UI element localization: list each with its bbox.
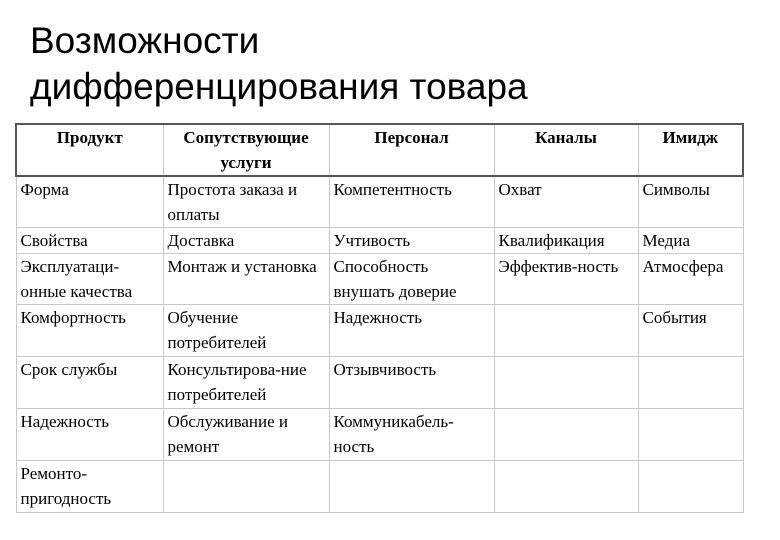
table-cell: Квалификация: [494, 228, 638, 254]
table-cell: Монтаж и установка: [163, 254, 329, 305]
slide-title: [30, 18, 528, 110]
table-row: [16, 305, 743, 357]
table-row: [16, 228, 743, 254]
table-cell: Эффектив-ность: [494, 254, 638, 305]
table-cell: [329, 461, 494, 513]
table-cell: Символы: [638, 176, 743, 228]
table-row: [16, 176, 743, 228]
table-cell: Простота заказа и оплаты: [163, 176, 329, 228]
table-cell: [494, 461, 638, 513]
header-personnel: Персонал: [329, 124, 494, 176]
table-cell: События: [638, 305, 743, 357]
table-cell: Эксплуатаци-онные качества: [16, 254, 163, 305]
table-cell: Срок службы: [16, 357, 163, 409]
table-cell: [163, 461, 329, 513]
table-cell: Охват: [494, 176, 638, 228]
slide-title-line-2: дифференцирования товара: [30, 66, 528, 107]
table-cell: Надежность: [329, 305, 494, 357]
table-cell: Компетентность: [329, 176, 494, 228]
table-cell: [494, 305, 638, 357]
table-cell: Консультирова-ние потребителей: [163, 357, 329, 409]
table-cell: Обучение потребителей: [163, 305, 329, 357]
table-cell: Учтивость: [329, 228, 494, 254]
table-cell: Медиа: [638, 228, 743, 254]
table-cell: Атмосфера: [638, 254, 743, 305]
table-cell: Обслуживание и ремонт: [163, 409, 329, 461]
table-cell: [494, 409, 638, 461]
table-cell: Коммуникабель-ность: [329, 409, 494, 461]
slide-title-line-1: Возможности: [30, 20, 260, 61]
table-cell: Комфортность: [16, 305, 163, 357]
table-cell: [638, 357, 743, 409]
table-row: [16, 254, 743, 305]
header-image: Имидж: [638, 124, 743, 176]
table-row: [16, 357, 743, 409]
table-cell: [638, 409, 743, 461]
table-cell: Свойства: [16, 228, 163, 254]
table-cell: [638, 461, 743, 513]
table-row: [16, 409, 743, 461]
table-cell: Надежность: [16, 409, 163, 461]
header-product: Продукт: [16, 124, 163, 176]
table-cell: Отзывчивость: [329, 357, 494, 409]
table-cell: Способность внушать доверие: [329, 254, 494, 305]
header-channels: Каналы: [494, 124, 638, 176]
header-row: [16, 124, 743, 176]
header-services: Сопутствующие услуги: [163, 124, 329, 176]
differentiation-table: [15, 123, 744, 513]
table-cell: Форма: [16, 176, 163, 228]
table-cell: Ремонто-пригодность: [16, 461, 163, 513]
table-cell: [494, 357, 638, 409]
table-cell: Доставка: [163, 228, 329, 254]
table-row: [16, 461, 743, 513]
